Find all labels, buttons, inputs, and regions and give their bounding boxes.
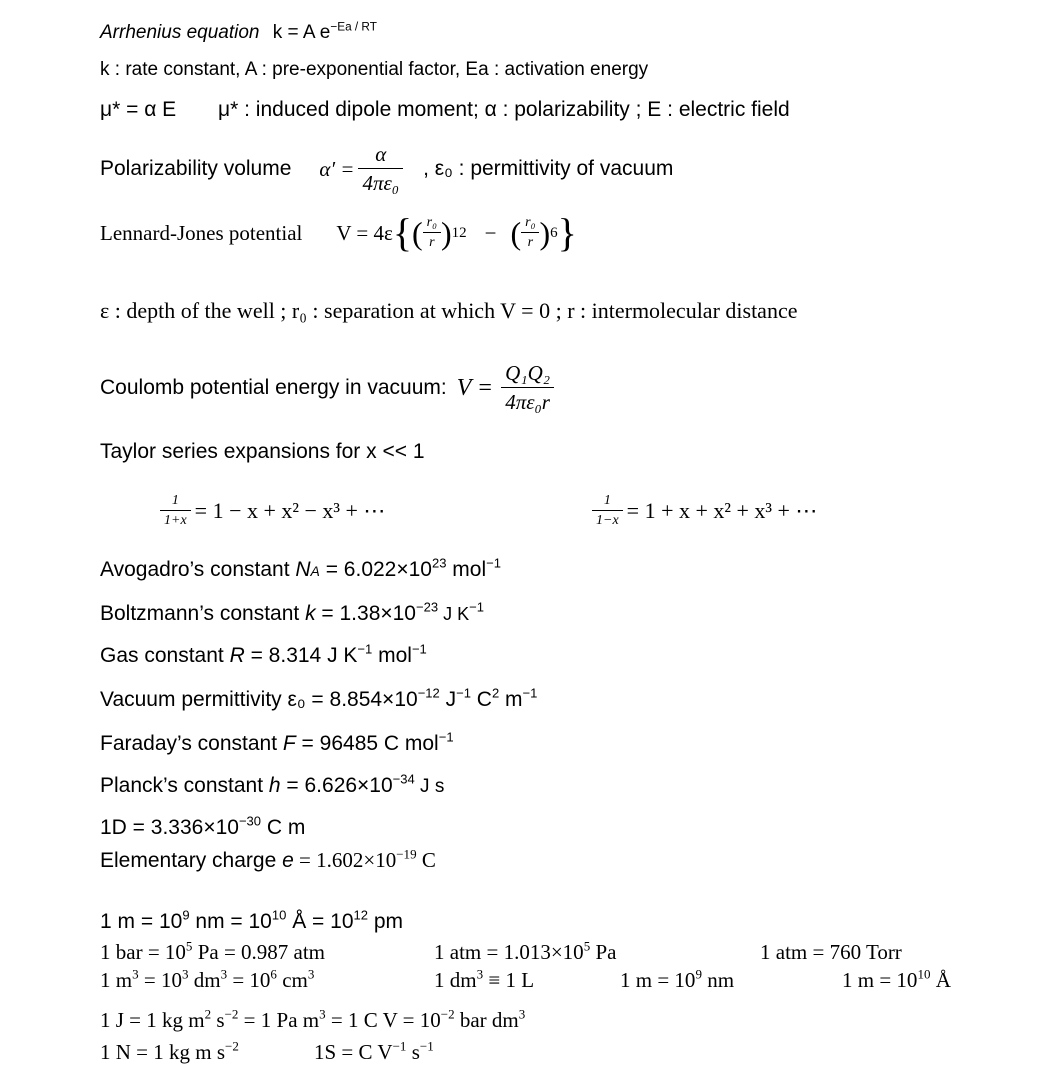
charge-exponent: −19 <box>396 846 417 862</box>
gas-label: Gas constant <box>100 644 230 667</box>
gas-exponent: −1 <box>357 641 373 657</box>
planck-value: = 6.626×10 <box>280 774 393 797</box>
length-exp-c: 12 <box>353 907 368 923</box>
vacuum-unit-j: J <box>439 688 457 711</box>
vacuum-unit-m-exponent: −1 <box>522 685 538 701</box>
faraday-constant <box>100 729 454 756</box>
gas-symbol: R <box>229 644 245 667</box>
debye-value: 1D = 3.336×10 <box>100 816 239 839</box>
volume-part-a: 1 m <box>100 968 133 992</box>
faraday-value: = 96485 C mol <box>295 732 439 755</box>
debye-exponent: −30 <box>238 813 262 829</box>
siemens-exp-b: −1 <box>419 1038 434 1054</box>
polarizability-label: Polarizability volume <box>100 157 292 180</box>
planck-constant <box>100 771 445 798</box>
gas-unit: mol <box>372 644 412 667</box>
lj-fraction-1 <box>423 215 441 251</box>
coulomb-denominator: 4πε₀r <box>505 390 550 414</box>
arrhenius-label: Arrhenius equation <box>100 22 260 43</box>
boltzmann-constant <box>100 599 484 626</box>
faraday-symbol: F <box>282 732 296 755</box>
m-nm-part-a: 1 m = 10 <box>620 968 696 992</box>
coulomb-numerator: Q₁Q₂ <box>501 361 554 388</box>
lj-minus: − <box>484 220 497 245</box>
vacuum-value: = 8.854×10 <box>305 688 418 711</box>
dipole-formula: μ* = α E <box>100 98 177 121</box>
polarizability-note: , ε₀ : permittivity of vacuum <box>423 157 674 180</box>
boltzmann-label: Boltzmann’s constant <box>100 602 306 625</box>
right-paren-icon: ) <box>441 214 452 251</box>
lj-fraction-2 <box>521 215 539 251</box>
taylor-1-fraction <box>160 493 191 529</box>
avogadro-symbol: N <box>295 558 311 581</box>
polarizability-fraction <box>358 142 403 196</box>
debye-unit: C m <box>261 816 306 839</box>
gas-constant <box>100 641 427 668</box>
lennard-jones-line: Lennard-Jones potential V = 4ε { ( $\frac{\text{r₀}}{r}$ ) 12 − ( $\frac{\text{r₀}}{r}$ ) 6 } <box>100 210 577 255</box>
taylor-series-2 <box>592 486 817 536</box>
joule-exp-e: 3 <box>518 1006 526 1022</box>
boltzmann-symbol: k <box>305 602 316 625</box>
elementary-charge <box>100 848 436 873</box>
lj-fraction-2-numerator: r₀ <box>521 215 539 233</box>
left-paren-icon: ( <box>510 214 522 251</box>
arrhenius-formula: k = A e <box>272 22 331 43</box>
lj-fraction-1-numerator: r₀ <box>423 215 441 233</box>
length-part-c: Å = 10 <box>286 910 354 933</box>
boltzmann-value: = 1.38×10 <box>315 602 416 625</box>
m-angstrom-conversion <box>842 968 951 993</box>
volume-exp-a: 3 <box>132 966 139 982</box>
volume-exp-b: 3 <box>181 966 189 982</box>
gas-unit-exponent: −1 <box>411 641 427 657</box>
volume-part-e: cm <box>276 968 308 992</box>
length-part-a: 1 m = 10 <box>100 910 183 933</box>
siemens-exp-a: −1 <box>392 1038 407 1054</box>
polarizability-lhs: α′ = <box>319 156 355 181</box>
taylor-label: Taylor series expansions for x << 1 <box>100 440 425 463</box>
bar-part-a: 1 bar = 10 <box>100 940 186 964</box>
taylor-2-denominator: 1−x <box>596 513 619 528</box>
joule-exp-d: −2 <box>440 1006 455 1022</box>
coulomb-fraction <box>501 361 554 415</box>
bar-conversion <box>100 940 325 965</box>
lj-label: Lennard-Jones potential <box>100 220 303 245</box>
m-a-part-b: Å <box>930 968 951 992</box>
vacuum-symbol: ε₀ <box>287 688 306 711</box>
length-exp-a: 9 <box>182 907 190 923</box>
m-nm-part-b: nm <box>701 968 735 992</box>
joule-part-b: s <box>211 1008 225 1032</box>
newton-exp: −2 <box>225 1038 239 1054</box>
polarizability-line <box>100 139 673 199</box>
m-nm-exp: 9 <box>695 966 702 982</box>
taylor-1-rhs: = 1 − x + x² − x³ + ⋯ <box>194 498 386 523</box>
lj-fraction-1-denominator: r <box>429 235 435 250</box>
avogadro-unit: mol <box>446 558 487 581</box>
vacuum-exponent: −12 <box>417 685 440 701</box>
m-nm-conversion <box>620 968 734 993</box>
length-part-d: pm <box>367 910 403 933</box>
avogadro-constant <box>100 555 501 582</box>
volume-exp-e: 3 <box>307 966 315 982</box>
volume-part-d: = 10 <box>227 968 271 992</box>
coulomb-lhs: V = <box>456 374 494 401</box>
vacuum-unit-m: m <box>499 688 523 711</box>
faraday-exponent: −1 <box>438 729 454 745</box>
length-part-b: nm = 10 <box>189 910 272 933</box>
siemens-part-a: 1S = C V <box>314 1040 393 1064</box>
length-conversion <box>100 907 403 934</box>
joule-part-c: = 1 Pa m <box>238 1008 320 1032</box>
volume-part-c: dm <box>188 968 221 992</box>
volume-conversion <box>100 968 314 993</box>
vacuum-permittivity <box>100 685 538 712</box>
charge-unit: C <box>416 848 436 872</box>
boltzmann-unit-exponent: −1 <box>469 599 484 615</box>
planck-symbol: h <box>268 774 281 797</box>
gas-value: = 8.314 J K <box>244 644 358 667</box>
vacuum-label: Vacuum permittivity <box>100 688 288 711</box>
coulomb-label: Coulomb potential energy in vacuum: <box>100 376 447 399</box>
volume-exp-c: 3 <box>220 966 228 982</box>
m-a-exp: 10 <box>917 966 931 982</box>
dipole-line <box>100 98 790 122</box>
bar-part-b: Pa = 0.987 atm <box>192 940 326 964</box>
joule-part-e: bar dm <box>454 1008 519 1032</box>
planck-unit: J s <box>414 776 445 797</box>
planck-exponent: −34 <box>392 771 415 787</box>
m-a-part-a: 1 m = 10 <box>842 968 918 992</box>
lj-lhs: V = 4ε <box>336 220 393 245</box>
avogadro-value: = 6.022×10 <box>319 558 432 581</box>
arrhenius-exponent: −Ea / RT <box>330 20 377 34</box>
volume-exp-d: 6 <box>270 966 277 982</box>
charge-value: = 1.602×10 <box>293 848 397 872</box>
taylor-2-fraction <box>592 493 623 529</box>
joule-exp-b: −2 <box>224 1006 239 1022</box>
joule-exp-c: 3 <box>319 1006 326 1022</box>
left-brace-icon: { <box>392 210 413 255</box>
joule-conversion <box>100 1008 525 1033</box>
joule-part-a: 1 J = 1 kg m <box>100 1008 205 1032</box>
avogadro-exponent: 23 <box>431 555 447 571</box>
polarizability-denominator: 4πε₀ <box>362 171 400 195</box>
arrhenius-definitions: k : rate constant, A : pre-exponential factor, Ea : activation energy <box>100 59 649 80</box>
taylor-2-rhs: = 1 + x + x² + x³ + ⋯ <box>626 498 818 523</box>
length-exp-b: 10 <box>271 907 287 923</box>
taylor-series-1 <box>160 486 385 536</box>
volume-part-b: = 10 <box>138 968 182 992</box>
dm-liter-conversion <box>434 968 534 993</box>
avogadro-label: Avogadro’s constant <box>100 558 296 581</box>
boltzmann-exponent: −23 <box>416 599 439 615</box>
planck-label: Planck’s constant <box>100 774 269 797</box>
arrhenius-line <box>100 22 377 44</box>
taylor-2-numerator: 1 <box>592 493 623 511</box>
dm-exp: 3 <box>476 966 484 982</box>
faraday-label: Faraday’s constant <box>100 732 283 755</box>
right-paren-icon: ) <box>539 214 551 251</box>
taylor-1-numerator: 1 <box>160 493 191 511</box>
atm-pa-part-b: Pa <box>590 940 617 964</box>
atm-torr-conversion: 1 atm = 760 Torr <box>760 940 902 964</box>
vacuum-unit-j-exponent: −1 <box>456 685 471 701</box>
newton-conversion <box>100 1040 239 1065</box>
siemens-conversion <box>314 1040 434 1065</box>
taylor-1-denominator: 1+x <box>164 513 187 528</box>
charge-label: Elementary charge <box>100 849 283 872</box>
left-paren-icon: ( <box>412 214 423 251</box>
lj-fraction-2-denominator: r <box>527 235 534 250</box>
joule-part-d: = 1 C V = 10 <box>325 1008 441 1032</box>
atm-pa-conversion <box>434 940 616 965</box>
joule-exp-a: 2 <box>204 1006 212 1022</box>
dipole-definitions: μ* : induced dipole moment; α : polarizability ; E : electric field <box>218 98 790 121</box>
boltzmann-unit: J K <box>438 604 470 624</box>
debye-conversion <box>100 813 306 840</box>
dm-part-a: 1 dm <box>434 968 477 992</box>
right-brace-icon: } <box>557 210 577 255</box>
avogadro-unit-exponent: −1 <box>486 555 501 571</box>
atm-pa-exp: 5 <box>583 938 591 954</box>
bar-exp-a: 5 <box>185 938 193 954</box>
avogadro-subscript: A <box>310 563 320 579</box>
newton-part-a: 1 N = 1 kg m s <box>100 1040 226 1064</box>
dm-part-b: ≡ 1 L <box>483 968 535 992</box>
siemens-part-b: s <box>406 1040 420 1064</box>
atm-pa-part-a: 1 atm = 1.013×10 <box>434 940 584 964</box>
charge-symbol: e <box>282 849 294 872</box>
vacuum-unit-c-exponent: 2 <box>491 685 500 701</box>
coulomb-line <box>100 356 554 420</box>
vacuum-unit-c: C <box>470 688 492 711</box>
polarizability-numerator: α <box>358 142 403 169</box>
lj-definitions: ε : depth of the well ; r₀ : separation at which V = 0 ; r : intermolecular distance <box>100 298 798 323</box>
